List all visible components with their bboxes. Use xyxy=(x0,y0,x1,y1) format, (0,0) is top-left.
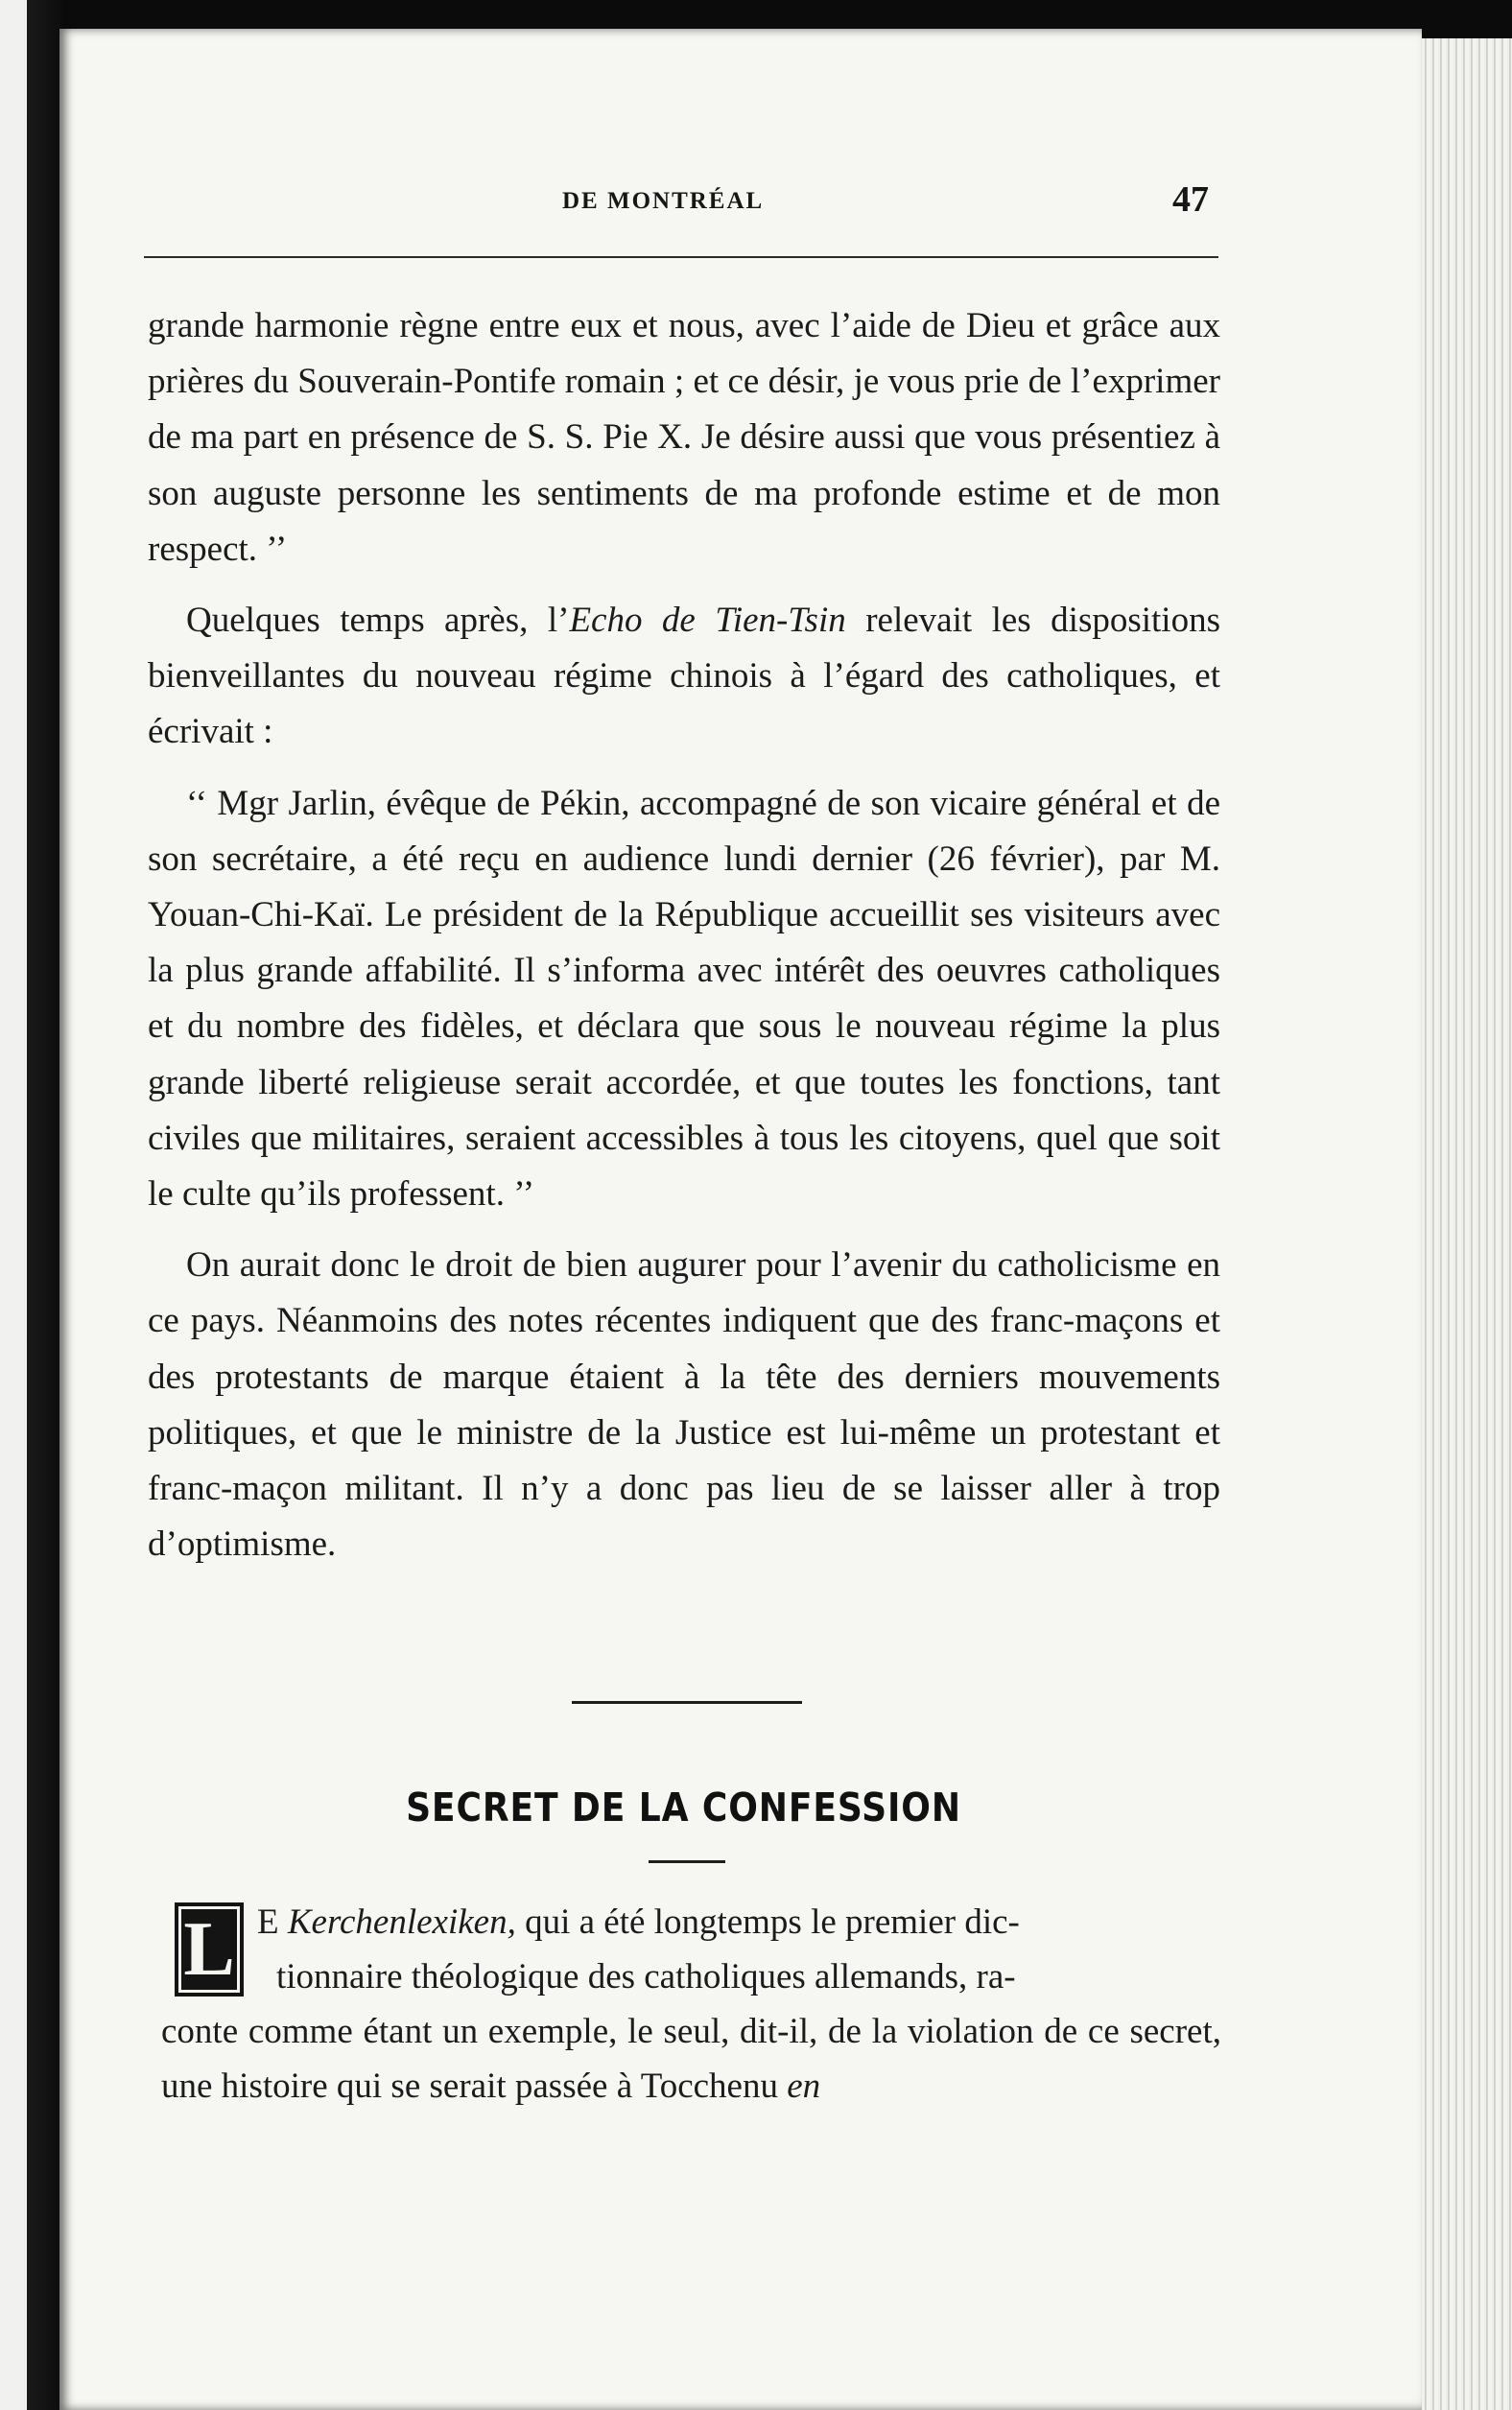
paragraph-2-italic: Echo de Tien-Tsin xyxy=(569,601,846,641)
page-stack-edge xyxy=(1422,38,1512,2410)
section-line-2: tionnaire théologique des catholiques allemands, ra- xyxy=(276,1957,1016,1997)
section-separator xyxy=(572,1701,802,1704)
header-rule xyxy=(144,256,1218,258)
running-head: DE MONTRÉAL xyxy=(562,188,765,214)
paragraph-1: grande harmonie règne entre eux et nous, avec l’aide de Dieu et grâce aux prières du Souverain-Pontife romain ; et ce désir, je vous prie de l’exprimer de ma part en présence de S. S. Pie X. Je désire aussi que vous présentiez à son auguste personne les sentiments de ma profonde estime et de mon respect. ’’ xyxy=(148,306,1220,569)
paragraph-4: On aurait donc le droit de bien augurer pour l’avenir du catholicisme en ce pays. Néanmoins des notes récentes indiquent que des franc-maçons et des protestants de marque étaient à la tête des derniers mouvements politiques, et que le ministre de la Justice est lui-même un protestant et franc-maçon militant. Il n’y a donc pas lieu de se laisser aller à trop d’optimisme. xyxy=(148,1245,1220,1565)
page-number: 47 xyxy=(1172,179,1209,220)
line1-text-b: qui a été longtemps le premier dic- xyxy=(515,1902,1020,1942)
line1-text-a: E xyxy=(257,1902,288,1942)
section-rest: conte comme étant un exemple, le seul, dit-il, de la violation de ce secret, une histoire qui se serait passée à Tocchenu xyxy=(161,2012,1221,2106)
book-left-edge xyxy=(0,0,67,2410)
body-text xyxy=(148,298,1220,1572)
paragraph-3-quote: ‘‘ Mgr Jarlin, évêque de Pékin, accompagné de son vicaire général et de son secrétaire, a été reçu en audience lundi dernier (26 février), par M. Youan-Chi-Kaï. Le président de la République accueillit ses visiteurs avec la plus grande affabilité. Il s’informa avec intérêt des oeuvres catholiques et du nombre des fidèles, et déclara que sous le nouveau régime la plus grande liberté religieuse serait accordée, et que toutes les fonctions, tant civiles que militaires, seraient accessibles à tous les citoyens, quel que soit le culte qu’ils professent. ’’ xyxy=(148,783,1220,1215)
section-line-1 xyxy=(161,1895,1221,1949)
page-header xyxy=(144,179,1209,238)
paragraph-2-text-b: relevait les dispositions bienveillantes du nouveau régime chinois à l’égard des catholiques, et écrivait : xyxy=(148,601,1220,752)
section-title: SECRET DE LA CONFESSION xyxy=(406,1784,961,1831)
paragraph-2-text-a: Quelques temps après, l’ xyxy=(186,601,570,641)
title-underline xyxy=(649,1860,725,1863)
section-rest-italic: en xyxy=(787,2067,821,2106)
paragraph-2 xyxy=(148,593,1220,761)
section-paragraph xyxy=(161,1895,1221,2114)
drop-cap: L xyxy=(175,1902,244,1997)
line1-italic: Kerchenlexiken, xyxy=(287,1902,516,1942)
